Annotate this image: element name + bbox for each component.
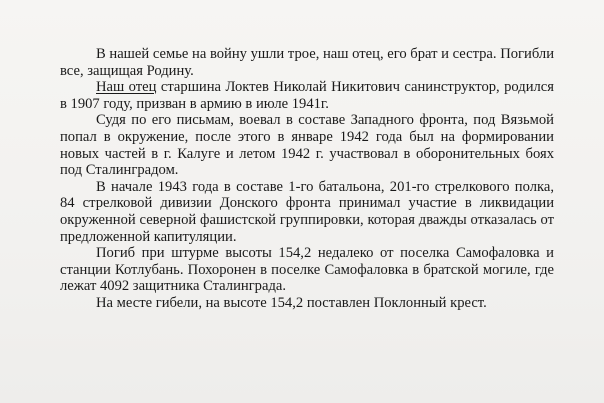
paragraph-western-front <box>60 112 554 178</box>
paragraph-death <box>60 245 554 295</box>
document-body <box>60 46 554 312</box>
paragraph-text: старшина Локтев Николай Никитович санинструктор, родился в 1907 году, призван в армию в июле 1941г. <box>60 79 554 112</box>
paragraph-don-front <box>60 179 554 245</box>
underlined-lead: Наш отец <box>96 79 157 96</box>
paragraph-text: Погиб при штурме высоты 154,2 недалеко от поселка Самофаловка и станции Котлубань. Похоронен в поселке Самофаловка в братской могиле, где лежат 4092 защитника Сталинграда. <box>60 245 554 295</box>
paragraph-text: В начале 1943 года в составе 1-го батальона, 201-го стрелкового полка, 84 стрелковой дивизии Донского фронта принимал участие в ликвидации окруженной северной фашистской группировки, которая дважды отказалась от предложенной капитуляции. <box>60 178 554 245</box>
paragraph-father <box>60 79 554 112</box>
paragraph-text: Судя по его письмам, воевал в составе Западного фронта, под Вязьмой попал в окружение, после этого в январе 1942 года был на формировании новых частей в г. Калуге и летом 1942 г. участвовал в оборонительных боях под Сталинградом. <box>60 112 554 179</box>
paragraph-text: На месте гибели, на высоте 154,2 поставлен Поклонный крест. <box>96 294 487 311</box>
paragraph-text: В нашей семье на войну ушли трое, наш отец, его брат и сестра. Погибли все, защищая Родину. <box>60 46 554 79</box>
paragraph-family <box>60 46 554 79</box>
paragraph-memorial <box>60 295 554 312</box>
